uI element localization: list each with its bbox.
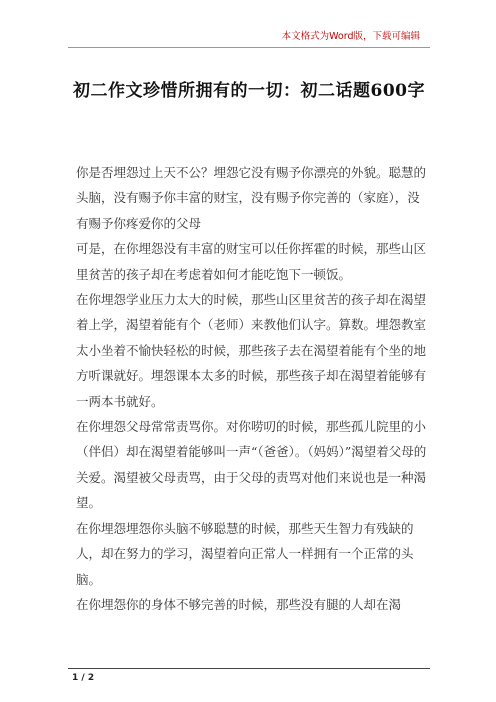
paragraph: 在你埋怨你的身体不够完善的时候，那些没有腿的人却在渴 [76,596,402,612]
paragraph: 在你埋怨埋怨你头脑不够聪慧的时候，那些天生智力有残缺的人，却在努力的学习，渴望着向正常人一样拥有一个正常的头脑。 [76,520,414,587]
paragraph: 可是，在你埋怨没有丰富的财宝可以任你挥霍的时候，那些山区里贫苦的孩子却在考虑着如何才能吃饱下一顿饭。 [76,241,427,282]
footer-divider [68,668,430,669]
header-divider [68,47,430,48]
document-body [76,160,430,617]
paragraph: 在你埋怨父母常常责骂你。对你唠叨的时候，那些孤儿院里的小（伴侣）却在渴望着能够叫一声“（爸爸）。（妈妈）”渴望着父母的关爱。渴望被父母责骂，由于父母的责骂对他们来说也是一种渴望。 [76,419,427,511]
page-number: 1 / 2 [72,673,95,683]
header-note: 本文格式为Word版，下载可编辑 [281,31,420,42]
paragraph: 你是否埋怨过上天不公？埋怨它没有赐予你漂亮的外貌。聪慧的头脑，没有赐予你丰富的财宝，没有赐予你完善的（家庭），没有赐予你疼爱你的父母 [76,165,427,231]
paragraph: 在你埋怨学业压力太大的时候，那些山区里贫苦的孩子却在渴望着上学，渴望着能有个（老师）来教他们认字。算数。埋怨教室太小坐着不愉快轻松的时候，那些孩子去在渴望着能有个坐的地方听课就好。埋怨课本太多的时候，那些孩子却在渴望着能够有一两本书就好。 [76,292,427,409]
document-title: 初二作文珍惜所拥有的一切：初二话题600字 [73,81,425,101]
